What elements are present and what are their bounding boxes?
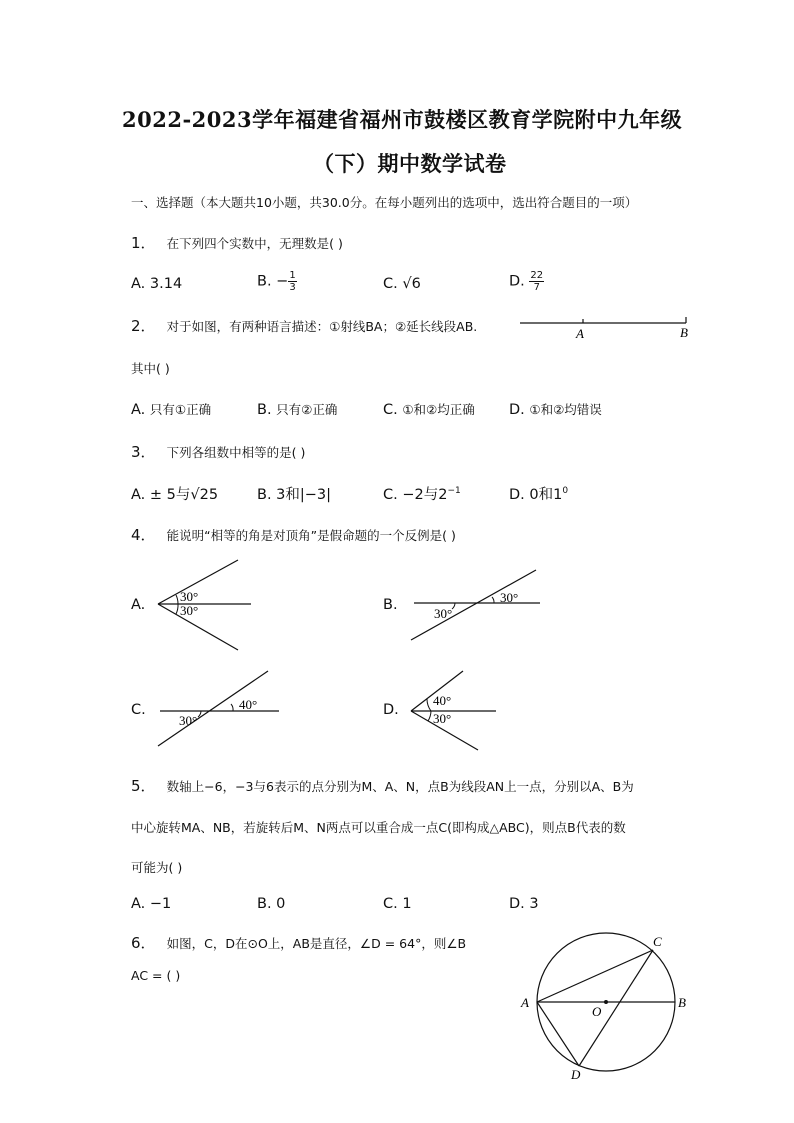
question-2-continued: 其中( )	[131, 361, 170, 376]
question-4	[131, 524, 456, 545]
question-number: 1．	[131, 234, 156, 252]
option-label: B.	[257, 487, 272, 503]
option-text: √6	[402, 276, 421, 292]
option-text: 1	[402, 896, 412, 912]
option-label: B.	[257, 896, 272, 912]
q2-option-c[interactable]	[383, 400, 475, 418]
option-text: 只有①正确	[149, 402, 212, 417]
angle-label-left: 30°	[434, 606, 453, 621]
angle-label-upper: 40°	[433, 693, 452, 708]
chord-ad	[537, 1002, 579, 1066]
angle-arc-upper	[176, 595, 178, 604]
angle-label-right: 40°	[239, 697, 258, 712]
question-3	[131, 441, 305, 462]
question-5-line-3: 可能为( )	[131, 860, 183, 875]
question-text: 在下列四个实数中，无理数是( )	[166, 236, 343, 251]
question-text: 能说明“相等的角是对顶角”是假命题的一个反例是( )	[166, 528, 456, 543]
q2-option-d[interactable]	[509, 400, 602, 418]
fraction	[288, 270, 296, 293]
q4-figure-c	[155, 668, 285, 750]
q4-option-a-label[interactable]: A.	[131, 597, 146, 613]
denominator: 7	[533, 282, 540, 293]
question-number: 3．	[131, 443, 156, 461]
question-2	[131, 315, 477, 336]
slanted-line	[411, 570, 536, 640]
fraction	[529, 270, 544, 293]
q4-figure-d	[408, 668, 508, 754]
q4-option-d-label[interactable]: D.	[383, 702, 399, 718]
option-label: B.	[257, 273, 272, 290]
angle-arc-right	[492, 597, 494, 603]
option-label: B.	[257, 402, 272, 418]
option-label: D.	[509, 896, 525, 912]
question-number: 2．	[131, 317, 156, 335]
option-label: A.	[131, 402, 146, 418]
option-label: C.	[383, 487, 398, 503]
q2-segment-figure	[520, 312, 700, 342]
question-1	[131, 232, 343, 253]
question-number: 4．	[131, 526, 156, 544]
angle-arc-upper	[427, 699, 431, 711]
option-text: 只有②正确	[276, 402, 338, 417]
option-text: −1	[149, 896, 172, 912]
minus-sign: −	[276, 273, 289, 290]
title-line-2: （下）期中数学试卷	[313, 151, 507, 176]
q1-option-c[interactable]	[383, 276, 421, 292]
angle-label-upper: 30°	[180, 589, 199, 604]
question-number: 6．	[131, 934, 156, 952]
q4-figure-b	[408, 566, 548, 646]
angle-label-lower: 30°	[180, 603, 199, 618]
question-text: 如图，C，D在⊙O上，AB是直径，∠D = 64°，则∠B	[166, 936, 467, 951]
exponent: −1	[447, 486, 461, 497]
q4-figure-a	[155, 558, 265, 654]
question-6	[131, 932, 466, 953]
option-label: D.	[509, 402, 525, 418]
q1-option-a[interactable]	[131, 276, 182, 292]
option-text: ①和②均正确	[402, 402, 475, 417]
question-text: 对于如图，有两种语言描述：①射线BA；②延长线段AB.	[166, 319, 478, 334]
angle-arc-left	[198, 711, 201, 717]
question-6-line-2: AC = ( )	[131, 968, 181, 983]
q4-option-b-label[interactable]: B.	[383, 597, 398, 613]
question-text: 下列各组数中相等的是( )	[166, 445, 306, 460]
angle-arc-right	[231, 704, 233, 711]
angle-arc-lower	[176, 604, 178, 614]
denominator: 3	[289, 282, 296, 293]
option-text: ± 5与√25	[149, 487, 219, 503]
q3-option-c[interactable]	[383, 483, 461, 504]
option-text: 0	[276, 896, 286, 912]
question-5	[131, 775, 634, 796]
numerator: 1	[289, 270, 296, 281]
question-number: 5．	[131, 777, 156, 795]
option-text: 0和1	[529, 487, 563, 503]
chord-ac	[537, 950, 653, 1002]
option-label: C.	[383, 402, 398, 418]
q1-option-d[interactable]	[509, 270, 544, 293]
label-a: A	[521, 995, 529, 1010]
q6-circle-figure	[516, 930, 696, 1090]
option-label: A.	[131, 896, 146, 912]
angle-arc-lower	[428, 711, 431, 721]
q1-option-b[interactable]	[257, 270, 297, 293]
label-b: B	[678, 995, 686, 1010]
chord-cd	[579, 950, 653, 1066]
label-o: O	[592, 1004, 602, 1019]
angle-arc-left	[452, 603, 455, 609]
q3-option-b[interactable]	[257, 483, 331, 504]
option-text: 3.14	[149, 276, 183, 292]
option-text: −2与2	[402, 487, 448, 503]
q5-option-d[interactable]	[509, 896, 539, 912]
angle-label-left: 30°	[179, 713, 198, 728]
option-text: ①和②均错误	[529, 402, 602, 417]
q4-option-c-label[interactable]: C.	[131, 702, 146, 718]
question-5-line-2: 中心旋转MA、NB，若旋转后M、N两点可以重合成一点C(即构成△ABC)，则点B代表的数	[131, 820, 626, 835]
q2-option-a[interactable]	[131, 400, 211, 418]
option-label: C.	[383, 896, 398, 912]
option-label: A.	[131, 487, 146, 503]
option-label: C.	[383, 276, 398, 292]
option-label: D.	[509, 273, 525, 290]
question-text: 数轴上−6，−3与6表示的点分别为M、A、N，点B为线段AN上一点，分别以A、B为	[166, 779, 634, 794]
q5-option-c[interactable]	[383, 896, 412, 912]
option-text: 3和|−3|	[276, 487, 332, 503]
q5-option-a[interactable]	[131, 896, 171, 912]
label-c: C	[653, 934, 662, 949]
q3-option-a[interactable]	[131, 483, 218, 504]
label-b: B	[680, 325, 688, 340]
angle-label-lower: 30°	[433, 711, 452, 726]
center-point	[604, 1000, 608, 1004]
angle-label-right: 30°	[500, 590, 519, 605]
section-heading: 一、选择题（本大题共10小题，共30.0分。在每小题列出的选项中，选出符合题目的一项）	[131, 195, 638, 210]
q2-option-b[interactable]	[257, 400, 337, 418]
option-text: 3	[529, 896, 539, 912]
exponent: 0	[562, 486, 569, 497]
numerator: 22	[530, 270, 544, 281]
title-line-1: 2022-2023学年福建省福州市鼓楼区教育学院附中九年级	[122, 107, 683, 132]
label-a: A	[576, 326, 584, 341]
option-label: A.	[131, 276, 146, 292]
q3-option-d[interactable]	[509, 483, 568, 504]
option-label: D.	[509, 487, 525, 503]
q5-option-b[interactable]	[257, 896, 285, 912]
label-d: D	[571, 1067, 581, 1082]
